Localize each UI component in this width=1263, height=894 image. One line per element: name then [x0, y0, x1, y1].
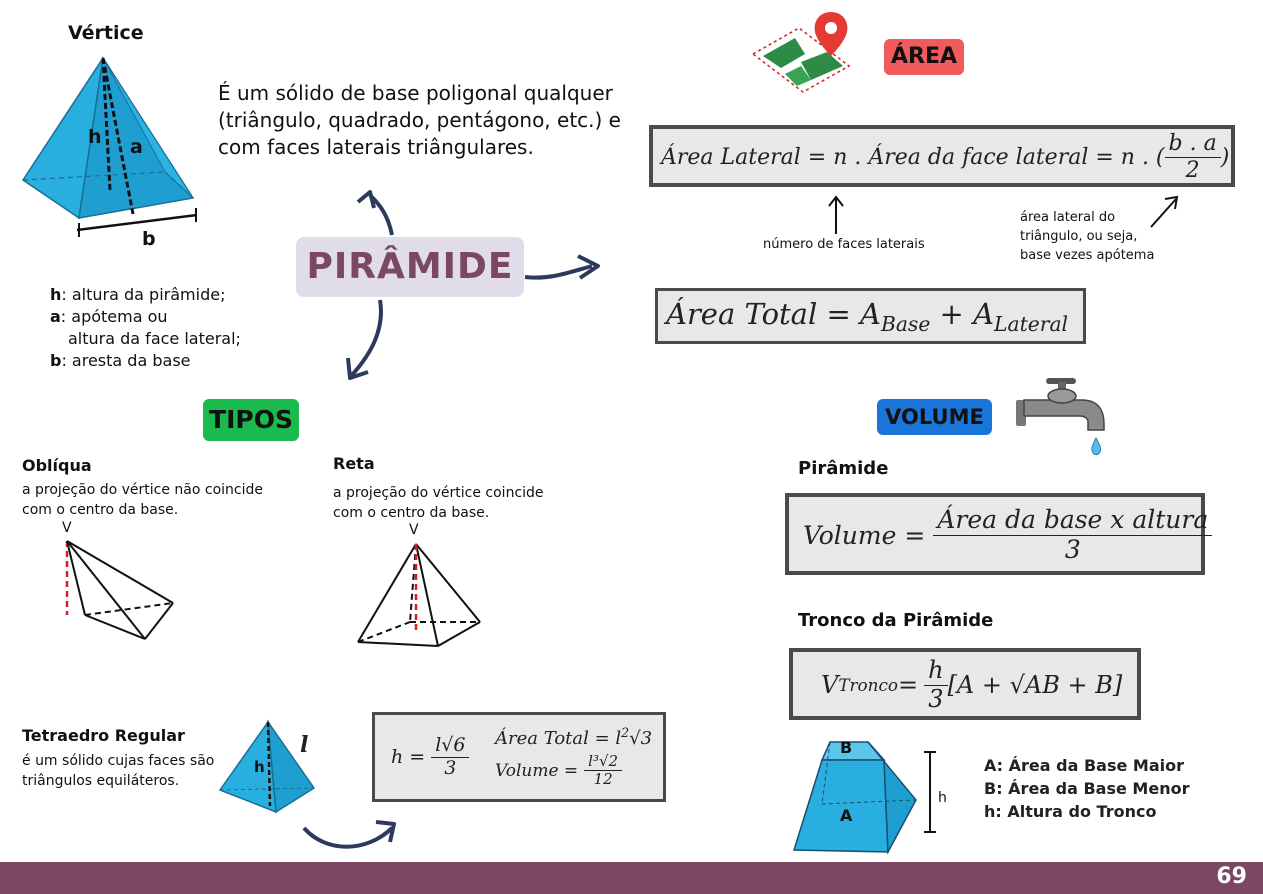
variables-legend [50, 284, 241, 372]
vertex-title: Vértice [68, 22, 144, 44]
pyramid-label-h: h [88, 126, 102, 148]
pyramid-volume-title: Pirâmide [798, 458, 889, 479]
triangle-note-line-2: triângulo, ou seja, [1020, 229, 1138, 244]
right-desc [333, 483, 544, 523]
oblique-title: Oblíqua [22, 456, 92, 475]
triangle-note-line-3: base vezes apótema [1020, 248, 1155, 263]
water-faucet-icon [1012, 374, 1112, 464]
map-pin-icon [745, 6, 855, 96]
definition-text [218, 80, 621, 161]
total-lhs: Área Total = A [666, 297, 881, 331]
page-footer [0, 862, 1263, 894]
legend-h-key: h [50, 285, 62, 304]
total-sub-lateral: Lateral [994, 311, 1069, 336]
tetra-title: Tetraedro Regular [22, 726, 185, 745]
legend-h-text: : altura da pirâmide; [61, 285, 226, 304]
frustum-legend [984, 754, 1189, 823]
lateral-lhs: Área Lateral = n . Área da face lateral = n . ( [661, 144, 1165, 170]
frustum-fraction [924, 657, 947, 713]
total-area-box [655, 288, 1086, 344]
right-vertex-label: V [409, 522, 419, 538]
right-desc-line-1: a projeção do vértice coincide [333, 485, 544, 501]
frustum-formula-box [789, 648, 1141, 720]
tetra-desc [22, 751, 214, 791]
frustum-formula [821, 654, 1122, 716]
tetra-vol-fraction [584, 753, 622, 789]
tetra-h-lhs: h = [391, 746, 426, 769]
definition-line-1: É um sólido de base poligonal qualquer [218, 81, 613, 105]
frustum-legend-h: h: Altura do Tronco [984, 802, 1157, 821]
legend-b-key: b [50, 351, 62, 370]
frustum-num: h [924, 657, 947, 686]
right-pyramid-diagram [352, 538, 487, 653]
tetra-label-l: l [300, 732, 309, 758]
volume-lhs: Volume = [803, 520, 926, 550]
frustum-eq: = [897, 671, 919, 699]
page-number: 69 [1216, 864, 1247, 889]
faces-note: número de faces laterais [763, 237, 925, 252]
pyramid-label-b: b [142, 228, 156, 250]
oblique-desc-line-2: com o centro da base. [22, 502, 179, 518]
frustum-title: Tronco da Pirâmide [798, 610, 994, 631]
types-tag: TIPOS [203, 399, 299, 441]
faces-arrow [826, 194, 846, 236]
frustum-den: 3 [928, 684, 944, 713]
legend-a-text2: altura da face lateral; [68, 329, 241, 348]
pyramid-volume-box [785, 493, 1209, 575]
triangle-note-line-1: área lateral do [1020, 210, 1116, 225]
frustum-legend-B: B: Área da Base Menor [984, 779, 1190, 798]
area-tag: ÁREA [884, 39, 964, 75]
frustum-sub: Tronco [838, 675, 898, 695]
tetra-vol-lhs: Volume = [495, 760, 579, 781]
triangle-area-note [1020, 208, 1154, 265]
oblique-desc-line-1: a projeção do vértice não coincide [22, 482, 264, 498]
volume-num: Área da base x altura [933, 506, 1212, 536]
tetra-label-h: h [254, 758, 265, 776]
frustum-label-B: B [840, 738, 853, 757]
tetra-formula-box [372, 712, 666, 802]
tetra-vol-num: l³√2 [584, 753, 622, 771]
tetra-area-text: Área Total = l [495, 728, 622, 749]
definition-line-3: com faces laterais triângulares. [218, 135, 534, 159]
tetra-height-formula [391, 735, 469, 780]
tetra-h-den: 3 [444, 756, 457, 779]
legend-b-text: : aresta da base [61, 351, 191, 370]
frustum-height-marker [922, 750, 938, 834]
tetra-desc-line-2: triângulos equiláteros. [22, 773, 180, 789]
legend-a-text: : apótema ou [60, 307, 168, 326]
total-sub-base: Base [880, 311, 931, 336]
total-area-formula [666, 297, 1068, 336]
right-title: Reta [333, 454, 375, 473]
frustum-legend-A: A: Área da Base Maior [984, 756, 1184, 775]
oblique-desc [22, 480, 263, 520]
legend-a-key: a [50, 307, 61, 326]
lateral-close: ) [1220, 144, 1230, 170]
oblique-vertex-label: V [62, 520, 72, 536]
frustum-label-A: A [840, 806, 853, 825]
total-plus: + A [930, 297, 995, 331]
lateral-area-box [649, 125, 1235, 187]
frustum-label-h: h [938, 790, 947, 806]
central-title: PIRÂMIDE [306, 246, 514, 287]
tetra-vol-den: 12 [593, 770, 613, 789]
pyramid-diagram [15, 50, 205, 250]
lateral-den: 2 [1185, 157, 1200, 183]
oblique-pyramid-diagram [55, 535, 185, 645]
tetra-h-fraction [431, 735, 469, 780]
volume-den: 3 [1064, 534, 1081, 564]
tetra-volume-formula [495, 753, 622, 789]
right-desc-line-2: com o centro da base. [333, 505, 490, 521]
tetra-h-num: l√6 [431, 735, 469, 758]
pyramid-label-a: a [130, 136, 143, 158]
volume-fraction [933, 506, 1212, 565]
tetra-area-formula [495, 725, 652, 749]
volume-tag: VOLUME [877, 399, 992, 435]
pyramid-volume-formula [803, 503, 1212, 567]
mindmap-arrows [330, 180, 620, 390]
lateral-num: b . a [1165, 131, 1221, 157]
lateral-fraction [1165, 131, 1221, 183]
tetra-desc-line-1: é um sólido cujas faces são [22, 753, 215, 769]
tetra-arrow [296, 808, 406, 858]
frustum-rhs: [A + √AB + B] [947, 671, 1123, 699]
definition-line-2: (triângulo, quadrado, pentágono, etc.) e [218, 108, 621, 132]
lateral-area-formula [661, 131, 1230, 183]
tetra-area-tail: √3 [629, 728, 653, 749]
frustum-lhs: V [821, 671, 839, 699]
tetra-area-sup: 2 [621, 725, 630, 740]
